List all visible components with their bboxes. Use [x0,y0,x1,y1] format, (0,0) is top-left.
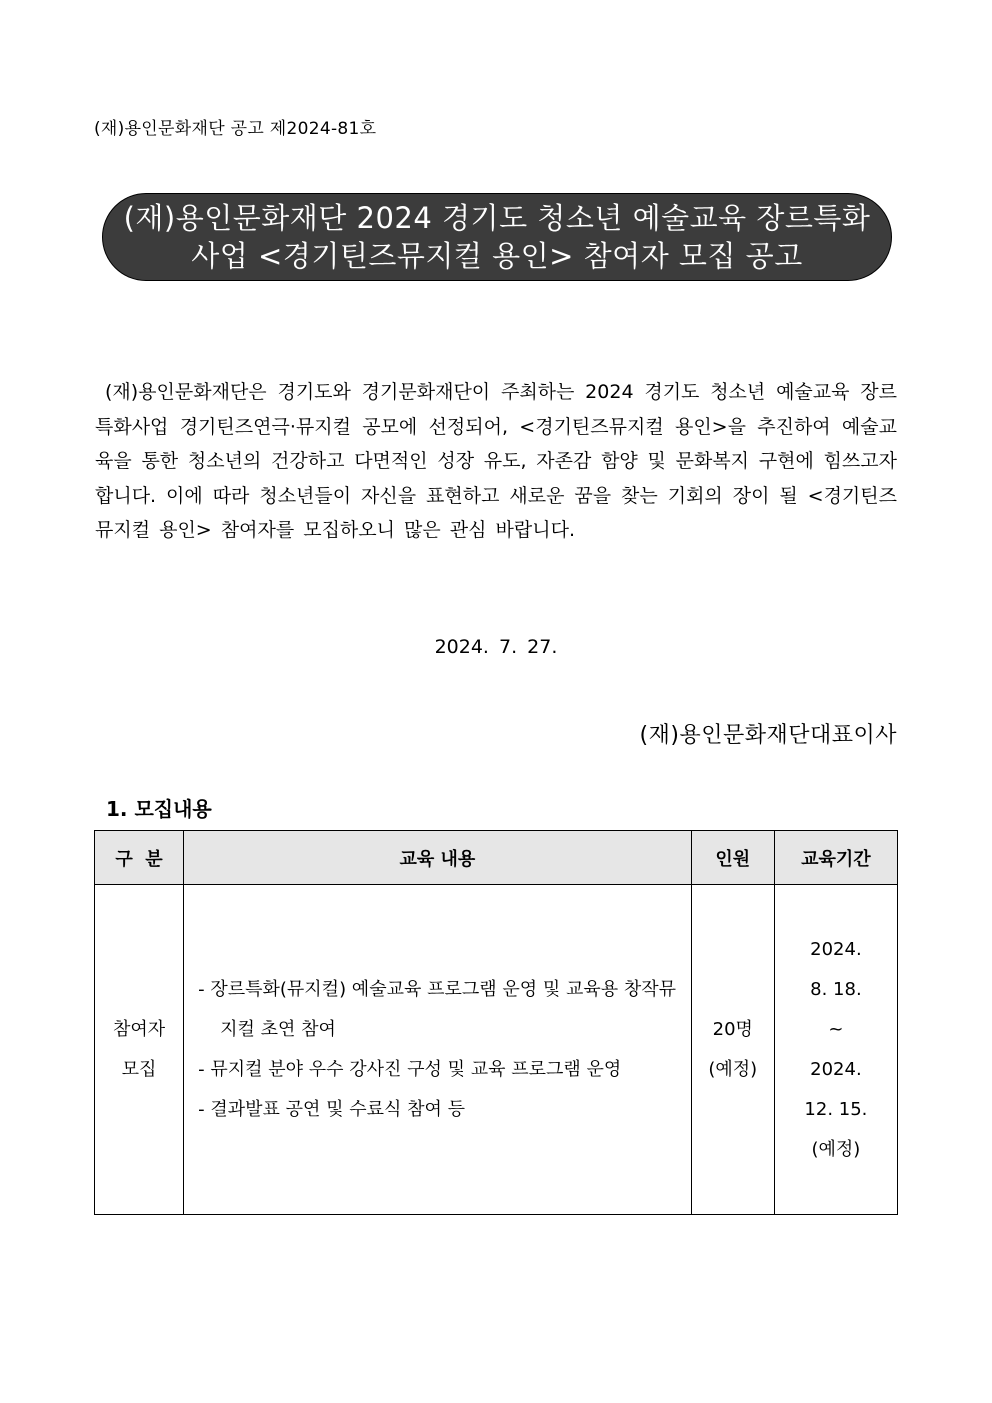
header-content: 교육 내용 [184,831,692,885]
period-cell [774,885,897,1215]
notice-number: (재)용인문화재단 공고 제2024-81호 [94,119,377,139]
header-count: 인원 [691,831,774,885]
title-line-2: 사업 <경기틴즈뮤지컬 용인> 참여자 모집 공고 [191,239,803,273]
signature: (재)용인문화재단대표이사 [639,723,897,748]
header-category: 구 분 [95,831,184,885]
section-heading: 1. 모집내용 [106,797,212,821]
category-line-1: 참여자 [112,1018,166,1040]
content-item: - 장르특화(뮤지컬) 예술교육 프로그램 운영 및 교육용 창작뮤지컬 초연 참여 [198,978,677,1040]
content-item: - 뮤지컬 분야 우수 강사진 구성 및 교육 프로그램 운영 [198,1058,622,1080]
body-paragraph: (재)용인문화재단은 경기도와 경기문화재단이 주최하는 2024 경기도 청소년 예술교육 장르특화사업 경기틴즈연극·뮤지컬 공모에 선정되어, <경기틴즈뮤지컬 용인>을 추진하여 예술교육을 통한 청소년의 건강하고 다면적인 성장 유도, 자존감 함양 및 문화복지 구현에 힘쓰고자 합니다. 이에 따라 청소년들이 자신을 표현하고 새로운 꿈을 찾는 기회의 장이 될 <경기틴즈뮤지컬 용인> 참여자를 모집하오니 많은 관심 바랍니다. [95,381,897,541]
period-line: 12. 15. [804,1098,868,1120]
announcement-date: 2024. 7. 27. [434,636,558,658]
period-line: 2024. [810,1058,862,1080]
title-line-1: (재)용인문화재단 2024 경기도 청소년 예술교육 장르특화 [123,201,871,235]
period-line: 8. 18. [810,978,862,1000]
title-banner [102,193,892,281]
table-header-row [95,831,898,885]
category-line-2: 모집 [121,1058,157,1080]
count-cell [691,885,774,1215]
content-cell [184,885,692,1215]
header-period: 교육기간 [774,831,897,885]
content-item: - 결과발표 공연 및 수료식 참여 등 [198,1098,465,1120]
count-line-1: 20명 [712,1018,753,1040]
category-cell [95,885,184,1215]
recruitment-table [94,830,898,1215]
period-line: ~ [828,1018,844,1040]
count-line-2: (예정) [708,1058,758,1080]
period-line: (예정) [811,1138,861,1160]
table-row [95,885,898,1215]
period-line: 2024. [810,938,862,960]
